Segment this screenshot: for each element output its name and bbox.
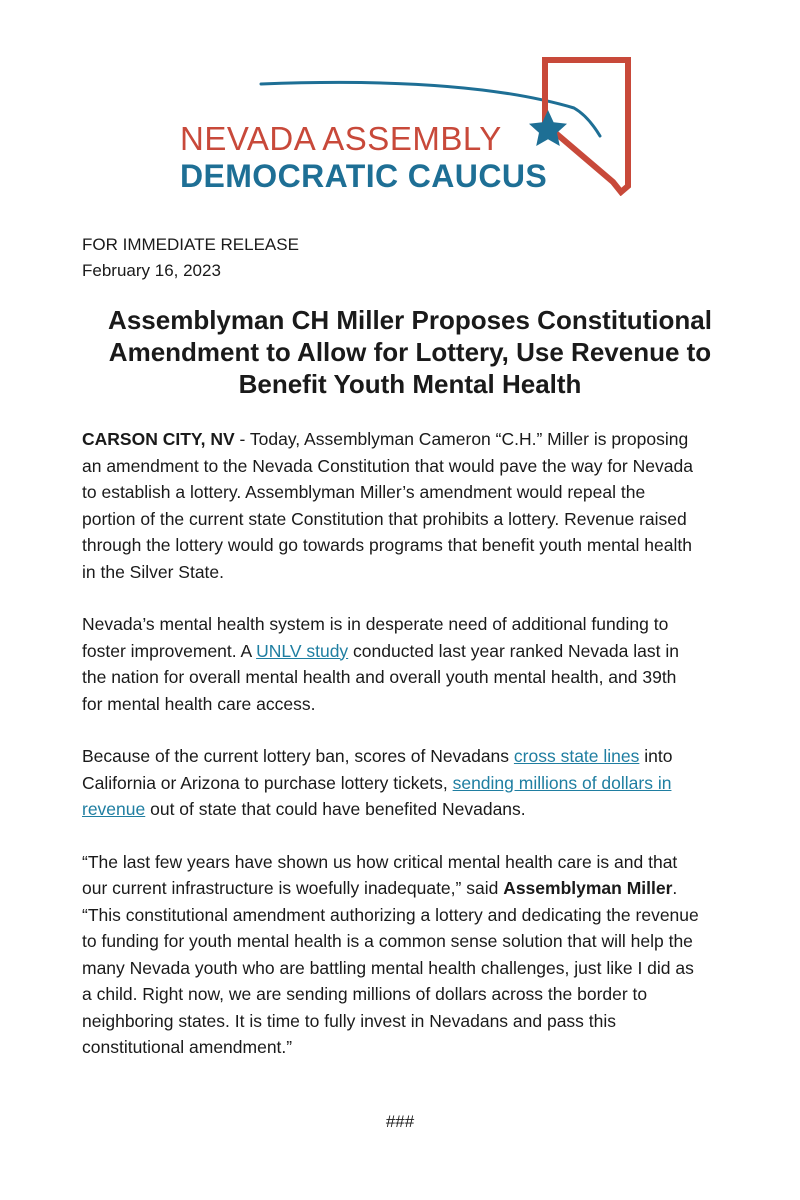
revenue-link[interactable]: revenue (82, 799, 146, 819)
text-line (82, 426, 742, 453)
caucus-logo (176, 56, 636, 196)
logo-text-line1: NEVADA ASSEMBLY (180, 120, 502, 157)
press-release-headline (60, 304, 760, 400)
release-date: February 16, 2023 (82, 261, 221, 280)
speaker-name: Assemblyman Miller (503, 878, 673, 898)
text-line: many Nevada youth who are battling mental health challenges, just like I did as (82, 957, 694, 978)
text-line: to establish a lottery. Assemblyman Miller’s amendment would repeal the (82, 482, 646, 502)
sending-millions-link[interactable]: sending millions of dollars in (452, 772, 672, 793)
text-line: to funding for youth mental health is a common sense solution that will help the (82, 931, 693, 951)
text-line (82, 796, 742, 823)
text-line: portion of the current state Constitution that prohibits a lottery. Revenue raised (82, 508, 687, 529)
text-fragment: foster improvement. A (82, 640, 257, 661)
release-label: FOR IMMEDIATE RELEASE (82, 235, 299, 254)
logo-text-line2: DEMOCRATIC CAUCUS (180, 158, 548, 194)
headline-line: Assemblyman CH Miller Proposes Constitutional (108, 305, 712, 335)
text-line: through the lottery would go towards programs that benefit youth mental health (82, 535, 692, 555)
text-fragment: our current infrastructure is woefully inadequate,” said (82, 878, 504, 898)
cross-state-lines-link[interactable]: cross state lines (513, 746, 640, 766)
paragraph-mental-health (82, 611, 742, 717)
text-fragment: Because of the current lottery ban, scores of Nevadans (82, 746, 514, 766)
unlv-study-link[interactable]: UNLV study (256, 640, 349, 661)
text-line: “The last few years have shown us how critical mental health care is and that (82, 851, 678, 872)
text-fragment: California or Arizona to purchase lottery tickets, (82, 772, 453, 793)
text-fragment: into (639, 746, 673, 766)
text-line (82, 770, 742, 797)
text-line: the nation for overall mental health and overall youth mental health, and 39th (82, 667, 677, 687)
headline-line: Amendment to Allow for Lottery, Use Revenue to (108, 337, 712, 367)
paragraph-lottery-ban (82, 743, 742, 823)
text-line: in the Silver State. (82, 561, 225, 582)
dateline: CARSON CITY, NV (82, 429, 235, 449)
paragraph-intro (82, 426, 742, 585)
press-release-body (82, 426, 742, 1087)
release-info (82, 232, 299, 284)
text-fragment: out of state that could have benefited Nevadans. (145, 799, 526, 819)
text-fragment: conducted last year ranked Nevada last in (348, 640, 679, 661)
text-fragment: . (672, 878, 678, 898)
text-line: “This constitutional amendment authorizing a lottery and dedicating the revenue (82, 904, 699, 925)
text-line: neighboring states. It is time to fully invest in Nevadans and pass this (82, 1010, 617, 1031)
text-line (82, 875, 742, 902)
text-line: a child. Right now, we are sending millions of dollars across the border to (82, 984, 648, 1004)
text-line: Nevada’s mental health system is in desperate need of additional funding to (82, 614, 669, 634)
end-mark: ### (385, 1112, 415, 1131)
text-line: for mental health care access. (82, 693, 316, 714)
text-line: an amendment to the Nevada Constitution that would pave the way for Nevada (82, 455, 693, 476)
text-fragment: - Today, Assemblyman Cameron “C.H.” Miller is proposing (234, 429, 689, 449)
text-line (82, 638, 742, 665)
headline-line: Benefit Youth Mental Health (238, 369, 582, 399)
paragraph-quote (82, 849, 742, 1061)
text-line: constitutional amendment.” (82, 1037, 293, 1057)
text-line (82, 743, 742, 770)
